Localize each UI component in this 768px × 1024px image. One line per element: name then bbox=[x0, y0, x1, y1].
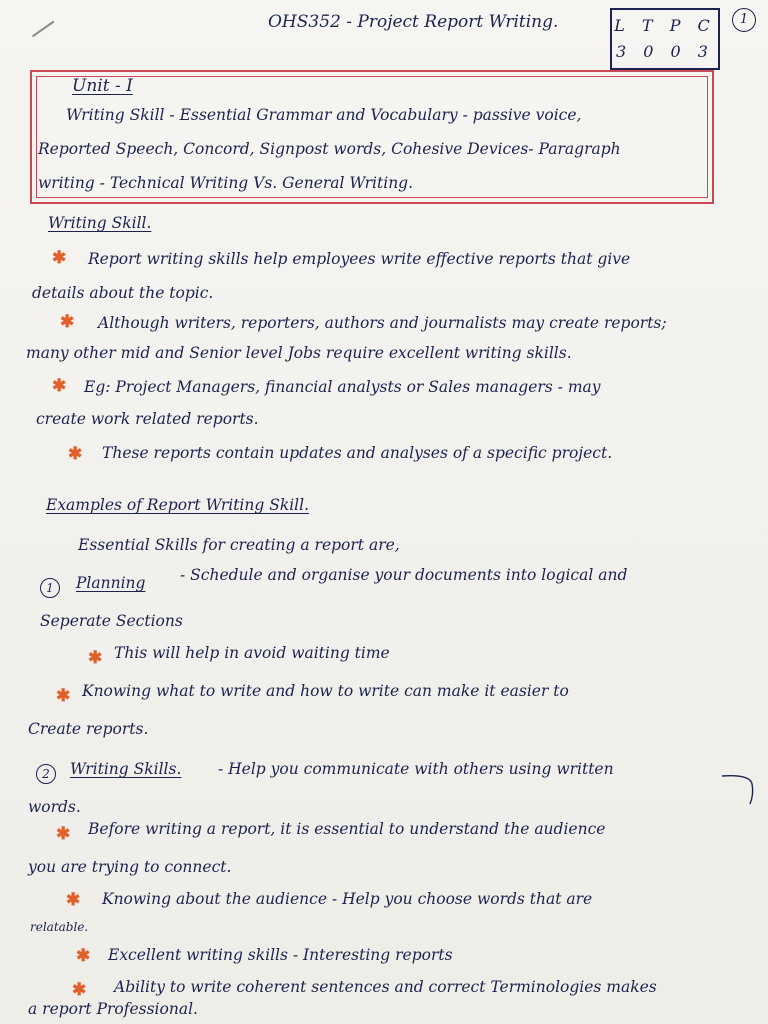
point-text: Seperate Sections bbox=[40, 612, 183, 630]
unit-heading: Unit - I bbox=[72, 76, 133, 96]
bullet-text: Knowing about the audience - Help you choose words that are bbox=[102, 890, 593, 908]
bullet-text: a report Professional. bbox=[28, 1000, 198, 1018]
bullet-text: Eg: Project Managers, financial analysts or Sales managers - may bbox=[84, 378, 601, 396]
page-number: 1 bbox=[732, 8, 756, 32]
point-title-planning: Planning bbox=[76, 574, 146, 592]
bullet-text: create work related reports. bbox=[36, 410, 259, 428]
bullet-text: Ability to write coherent sentences and correct Terminologies makes bbox=[114, 978, 657, 996]
point-text: - Help you communicate with others using written bbox=[218, 760, 614, 778]
ltpc-box bbox=[610, 8, 720, 70]
bullet-text: many other mid and Senior level Jobs require excellent writing skills. bbox=[26, 344, 572, 362]
asterisk-bullet-icon: ✱ bbox=[56, 824, 71, 844]
asterisk-bullet-icon: ✱ bbox=[52, 248, 67, 268]
bullet-text: Create reports. bbox=[28, 720, 149, 738]
asterisk-bullet-icon: ✱ bbox=[66, 890, 81, 910]
point-title-writing-skills: Writing Skills. bbox=[70, 760, 182, 778]
bullet-text: relatable. bbox=[30, 920, 89, 934]
bullet-text: Knowing what to write and how to write can make it easier to bbox=[82, 682, 569, 700]
arrow-hook-icon bbox=[720, 770, 760, 810]
asterisk-bullet-icon: ✱ bbox=[52, 376, 67, 396]
asterisk-bullet-icon: ✱ bbox=[76, 946, 91, 966]
intro-text: Essential Skills for creating a report are, bbox=[78, 536, 400, 554]
asterisk-bullet-icon: ✱ bbox=[56, 686, 71, 706]
bullet-text: These reports contain updates and analyses of a specific project. bbox=[102, 444, 613, 462]
circled-number-icon: 1 bbox=[40, 578, 60, 598]
point-text: words. bbox=[28, 798, 81, 816]
pen-mark bbox=[32, 21, 54, 37]
circled-number-icon: 2 bbox=[36, 764, 56, 784]
bullet-text: Before writing a report, it is essential to understand the audience bbox=[88, 820, 606, 838]
unit-line-2: Reported Speech, Concord, Signpost words, Cohesive Devices- Paragraph bbox=[38, 140, 621, 158]
page-title: OHS352 - Project Report Writing. bbox=[268, 12, 559, 32]
asterisk-bullet-icon: ✱ bbox=[72, 980, 87, 1000]
ltpc-values: 3 0 0 3 bbox=[616, 42, 714, 61]
unit-line-3: writing - Technical Writing Vs. General Writing. bbox=[38, 174, 414, 192]
asterisk-bullet-icon: ✱ bbox=[68, 444, 83, 464]
bullet-text: Excellent writing skills - Interesting reports bbox=[108, 946, 453, 964]
bullet-text: This will help in avoid waiting time bbox=[114, 644, 390, 662]
ltpc-header: L T P C bbox=[614, 16, 716, 35]
bullet-text: you are trying to connect. bbox=[28, 858, 232, 876]
asterisk-bullet-icon: ✱ bbox=[88, 648, 103, 668]
section-heading-examples: Examples of Report Writing Skill. bbox=[46, 496, 310, 514]
asterisk-bullet-icon: ✱ bbox=[60, 312, 75, 332]
bullet-text: Although writers, reporters, authors and journalists may create reports; bbox=[98, 314, 667, 332]
bullet-text: Report writing skills help employees write effective reports that give bbox=[88, 250, 631, 268]
point-text: - Schedule and organise your documents into logical and bbox=[180, 566, 628, 584]
unit-line-1: Writing Skill - Essential Grammar and Vocabulary - passive voice, bbox=[66, 106, 582, 124]
bullet-text: details about the topic. bbox=[32, 284, 214, 302]
section-heading-writing-skill: Writing Skill. bbox=[48, 214, 152, 232]
